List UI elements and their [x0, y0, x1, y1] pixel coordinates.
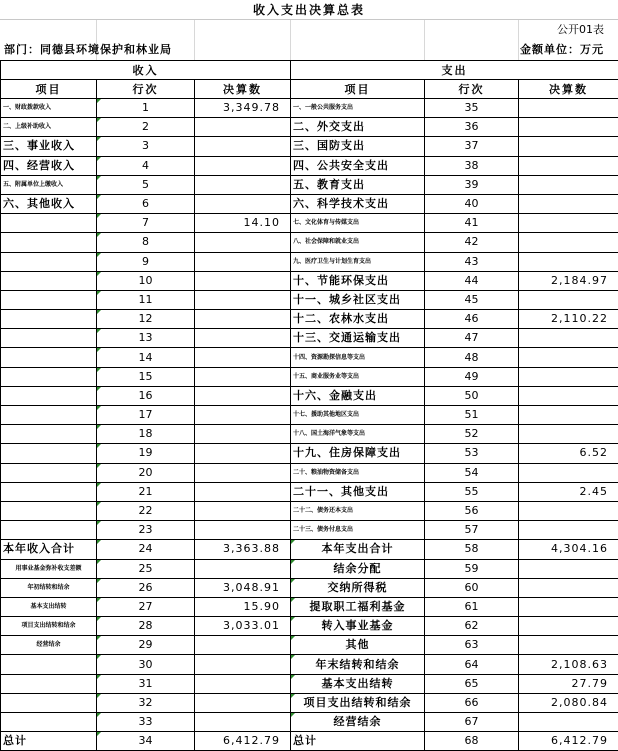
income-row-no-cell: 3: [97, 137, 195, 156]
income-item-cell: 一、财政拨款收入: [1, 99, 97, 118]
expense-row-no-cell: 48: [425, 348, 519, 367]
table-row: [1, 674, 618, 693]
expense-row-no-cell: 67: [425, 713, 519, 732]
expense-row-no-cell: 57: [425, 521, 519, 540]
expense-amount-cell: 2.45: [519, 482, 618, 501]
income-amount-cell: [195, 521, 291, 540]
income-item-header: 项目: [1, 80, 97, 99]
income-amount-cell: [195, 329, 291, 348]
expense-item-cell: 十八、国土海洋气象等支出: [291, 425, 425, 444]
expense-row-no-cell: 51: [425, 406, 519, 425]
income-amount-cell: [195, 194, 291, 213]
income-item-cell: 五、附属单位上缴收入: [1, 175, 97, 194]
income-item-cell: 项目支出结转和结余: [1, 617, 97, 636]
income-amount-cell: [195, 482, 291, 501]
income-row-no-cell: 26: [97, 578, 195, 597]
expense-amount-cell: [519, 597, 618, 616]
expense-row-no-cell: 44: [425, 271, 519, 290]
income-item-cell: 本年收入合计: [1, 540, 97, 559]
table-row: [1, 329, 618, 348]
table-row: [1, 617, 618, 636]
expense-item-cell: 结余分配: [291, 559, 425, 578]
income-item-cell: 年初结转和结余: [1, 578, 97, 597]
income-header: 收入: [1, 61, 291, 80]
expense-item-cell: 十九、住房保障支出: [291, 444, 425, 463]
expense-row-no-cell: 63: [425, 636, 519, 655]
expense-header: 支出: [291, 61, 618, 80]
expense-amount-cell: [519, 233, 618, 252]
income-row-no-cell: 13: [97, 329, 195, 348]
table-row: [1, 540, 618, 559]
income-rowno-header: 行次: [97, 80, 195, 99]
income-item-cell: [1, 233, 97, 252]
expense-item-cell: 十二、农林水支出: [291, 310, 425, 329]
income-row-no-cell: 33: [97, 713, 195, 732]
expense-row-no-cell: 62: [425, 617, 519, 636]
expense-item-cell: 四、公共安全支出: [291, 156, 425, 175]
income-row-no-cell: 32: [97, 693, 195, 712]
expense-item-cell: 二十一、其他支出: [291, 482, 425, 501]
expense-row-no-cell: 49: [425, 367, 519, 386]
table-row: [1, 194, 618, 213]
table-row: [1, 501, 618, 520]
income-row-no-cell: 34: [97, 732, 195, 751]
expense-item-cell: 五、教育支出: [291, 175, 425, 194]
expense-item-cell: 年末结转和结余: [291, 655, 425, 674]
income-row-no-cell: 1: [97, 99, 195, 118]
expense-row-no-cell: 37: [425, 137, 519, 156]
expense-amount-cell: [519, 578, 618, 597]
expense-item-cell: 八、社会保障和就业支出: [291, 233, 425, 252]
expense-amount-cell: [519, 194, 618, 213]
income-amount-cell: 3,048.91: [195, 578, 291, 597]
income-amount-cell: [195, 693, 291, 712]
expense-item-cell: 本年支出合计: [291, 540, 425, 559]
income-item-cell: 四、经营收入: [1, 156, 97, 175]
income-row-no-cell: 10: [97, 271, 195, 290]
income-amount-header: 决算数: [195, 80, 291, 99]
table-row: [1, 290, 618, 309]
table-row: [1, 118, 618, 137]
income-item-cell: 六、其他收入: [1, 194, 97, 213]
expense-amount-cell: [519, 118, 618, 137]
table-row: [1, 693, 618, 712]
expense-item-cell: 十三、交通运输支出: [291, 329, 425, 348]
income-amount-cell: 15.90: [195, 597, 291, 616]
table-row: [1, 271, 618, 290]
expense-row-no-cell: 61: [425, 597, 519, 616]
expense-item-cell: 十七、援助其他地区支出: [291, 406, 425, 425]
income-amount-cell: [195, 463, 291, 482]
income-amount-cell: [195, 559, 291, 578]
expense-item-cell: 总计: [291, 732, 425, 751]
expense-row-no-cell: 43: [425, 252, 519, 271]
income-amount-cell: [195, 118, 291, 137]
expense-item-cell: 提取职工福利基金: [291, 597, 425, 616]
expense-amount-cell: 2,184.97: [519, 271, 618, 290]
expense-item-cell: 转入事业基金: [291, 617, 425, 636]
expense-row-no-cell: 59: [425, 559, 519, 578]
expense-amount-cell: [519, 252, 618, 271]
expense-row-no-cell: 39: [425, 175, 519, 194]
expense-item-cell: 十六、金融支出: [291, 386, 425, 405]
income-row-no-cell: 25: [97, 559, 195, 578]
income-row-no-cell: 16: [97, 386, 195, 405]
income-item-cell: [1, 271, 97, 290]
table-row: [1, 348, 618, 367]
income-row-no-cell: 30: [97, 655, 195, 674]
table-row: [1, 521, 618, 540]
income-amount-cell: [195, 406, 291, 425]
income-row-no-cell: 9: [97, 252, 195, 271]
expense-amount-cell: [519, 386, 618, 405]
income-item-cell: [1, 482, 97, 501]
page-title: 收入支出决算总表: [0, 0, 618, 20]
income-item-cell: [1, 290, 97, 309]
expense-item-cell: 七、文化体育与传媒支出: [291, 214, 425, 233]
income-amount-cell: [195, 137, 291, 156]
expense-row-no-cell: 56: [425, 501, 519, 520]
expense-item-cell: 九、医疗卫生与计划生育支出: [291, 252, 425, 271]
income-row-no-cell: 19: [97, 444, 195, 463]
expense-amount-cell: [519, 290, 618, 309]
income-row-no-cell: 31: [97, 674, 195, 693]
income-amount-cell: [195, 290, 291, 309]
expense-item-cell: 二、外交支出: [291, 118, 425, 137]
income-item-cell: 三、事业收入: [1, 137, 97, 156]
income-row-no-cell: 17: [97, 406, 195, 425]
table-row: [1, 482, 618, 501]
expense-amount-header: 决算数: [519, 80, 618, 99]
table-row: [1, 406, 618, 425]
expense-amount-cell: [519, 636, 618, 655]
table-body: [1, 99, 618, 751]
income-item-cell: [1, 252, 97, 271]
expense-item-cell: 基本支出结转: [291, 674, 425, 693]
income-amount-cell: 3,033.01: [195, 617, 291, 636]
expense-row-no-cell: 47: [425, 329, 519, 348]
expense-row-no-cell: 64: [425, 655, 519, 674]
income-item-cell: 二、上级补助收入: [1, 118, 97, 137]
expense-amount-cell: [519, 559, 618, 578]
income-amount-cell: [195, 425, 291, 444]
income-row-no-cell: 4: [97, 156, 195, 175]
expense-row-no-cell: 50: [425, 386, 519, 405]
income-item-cell: 基本支出结转: [1, 597, 97, 616]
income-amount-cell: [195, 674, 291, 693]
income-item-cell: 经营结余: [1, 636, 97, 655]
department-label: 部门：同德县环境保护和林业局: [4, 42, 172, 58]
income-item-cell: [1, 329, 97, 348]
income-amount-cell: [195, 271, 291, 290]
expense-amount-cell: [519, 367, 618, 386]
expense-item-cell: 十四、资源勘探信息等支出: [291, 348, 425, 367]
expense-item-cell: 十五、商业服务业等支出: [291, 367, 425, 386]
income-item-cell: [1, 386, 97, 405]
income-row-no-cell: 14: [97, 348, 195, 367]
expense-item-cell: 其他: [291, 636, 425, 655]
income-amount-cell: [195, 655, 291, 674]
income-item-cell: [1, 655, 97, 674]
income-item-cell: [1, 713, 97, 732]
income-item-cell: [1, 348, 97, 367]
income-amount-cell: [195, 175, 291, 194]
income-amount-cell: [195, 713, 291, 732]
expense-amount-cell: [519, 175, 618, 194]
expense-item-cell: 三、国防支出: [291, 137, 425, 156]
expense-row-no-cell: 66: [425, 693, 519, 712]
income-item-cell: [1, 214, 97, 233]
unit-label: 金额单位：万元: [520, 42, 604, 58]
income-row-no-cell: 7: [97, 214, 195, 233]
table-row: [1, 156, 618, 175]
form-code: 公开01表: [557, 22, 604, 38]
expense-amount-cell: [519, 329, 618, 348]
expense-amount-cell: [519, 425, 618, 444]
expense-amount-cell: [519, 463, 618, 482]
expense-row-no-cell: 45: [425, 290, 519, 309]
income-item-cell: 总计: [1, 732, 97, 751]
expense-amount-cell: [519, 99, 618, 118]
income-amount-cell: [195, 348, 291, 367]
expense-item-cell: 十、节能环保支出: [291, 271, 425, 290]
expense-row-no-cell: 35: [425, 99, 519, 118]
table-row: [1, 636, 618, 655]
expense-row-no-cell: 41: [425, 214, 519, 233]
income-row-no-cell: 5: [97, 175, 195, 194]
income-amount-cell: 3,349.78: [195, 99, 291, 118]
expense-amount-cell: [519, 617, 618, 636]
table-row: [1, 444, 618, 463]
income-item-cell: [1, 425, 97, 444]
income-expense-table: [0, 60, 618, 751]
table-row: [1, 559, 618, 578]
table-row: [1, 175, 618, 194]
income-row-no-cell: 6: [97, 194, 195, 213]
table-row: [1, 252, 618, 271]
table-row: [1, 425, 618, 444]
expense-row-no-cell: 40: [425, 194, 519, 213]
expense-row-no-cell: 58: [425, 540, 519, 559]
table-row: [1, 310, 618, 329]
expense-item-cell: 十一、城乡社区支出: [291, 290, 425, 309]
income-amount-cell: [195, 636, 291, 655]
expense-item-cell: 项目支出结转和结余: [291, 693, 425, 712]
expense-item-cell: 经营结余: [291, 713, 425, 732]
table-row: [1, 713, 618, 732]
expense-amount-cell: [519, 501, 618, 520]
table-row: [1, 655, 618, 674]
expense-amount-cell: 2,108.63: [519, 655, 618, 674]
expense-amount-cell: [519, 521, 618, 540]
income-row-no-cell: 20: [97, 463, 195, 482]
income-amount-cell: 6,412.79: [195, 732, 291, 751]
expense-amount-cell: [519, 406, 618, 425]
income-item-cell: [1, 406, 97, 425]
income-row-no-cell: 11: [97, 290, 195, 309]
expense-amount-cell: [519, 214, 618, 233]
income-row-no-cell: 27: [97, 597, 195, 616]
expense-amount-cell: [519, 713, 618, 732]
expense-item-cell: 交纳所得税: [291, 578, 425, 597]
income-item-cell: [1, 521, 97, 540]
expense-row-no-cell: 38: [425, 156, 519, 175]
expense-rowno-header: 行次: [425, 80, 519, 99]
income-item-cell: [1, 693, 97, 712]
income-amount-cell: [195, 501, 291, 520]
income-row-no-cell: 12: [97, 310, 195, 329]
expense-row-no-cell: 36: [425, 118, 519, 137]
expense-row-no-cell: 54: [425, 463, 519, 482]
expense-item-cell: 二十、粮油物资储备支出: [291, 463, 425, 482]
income-amount-cell: [195, 386, 291, 405]
expense-row-no-cell: 65: [425, 674, 519, 693]
expense-item-cell: 六、科学技术支出: [291, 194, 425, 213]
expense-amount-cell: 6.52: [519, 444, 618, 463]
table-row: [1, 578, 618, 597]
income-item-cell: [1, 501, 97, 520]
table-row: [1, 386, 618, 405]
income-amount-cell: [195, 310, 291, 329]
income-item-cell: [1, 310, 97, 329]
income-row-no-cell: 22: [97, 501, 195, 520]
income-row-no-cell: 24: [97, 540, 195, 559]
expense-item-cell: 二十二、债务还本支出: [291, 501, 425, 520]
income-amount-cell: [195, 444, 291, 463]
income-amount-cell: [195, 156, 291, 175]
table-row: [1, 233, 618, 252]
expense-row-no-cell: 46: [425, 310, 519, 329]
income-row-no-cell: 2: [97, 118, 195, 137]
income-amount-cell: [195, 233, 291, 252]
income-row-no-cell: 23: [97, 521, 195, 540]
table-row: [1, 137, 618, 156]
expense-amount-cell: [519, 348, 618, 367]
income-row-no-cell: 28: [97, 617, 195, 636]
expense-amount-cell: 4,304.16: [519, 540, 618, 559]
table-row: [1, 214, 618, 233]
expense-item-header: 项目: [291, 80, 425, 99]
income-amount-cell: [195, 252, 291, 271]
income-item-cell: [1, 463, 97, 482]
table-row: [1, 367, 618, 386]
expense-row-no-cell: 55: [425, 482, 519, 501]
expense-row-no-cell: 53: [425, 444, 519, 463]
expense-amount-cell: 27.79: [519, 674, 618, 693]
income-row-no-cell: 21: [97, 482, 195, 501]
income-row-no-cell: 8: [97, 233, 195, 252]
income-item-cell: [1, 367, 97, 386]
income-item-cell: [1, 444, 97, 463]
income-row-no-cell: 18: [97, 425, 195, 444]
expense-amount-cell: [519, 156, 618, 175]
income-amount-cell: [195, 367, 291, 386]
income-item-cell: [1, 674, 97, 693]
table-row: [1, 597, 618, 616]
income-amount-cell: 3,363.88: [195, 540, 291, 559]
expense-amount-cell: 6,412.79: [519, 732, 618, 751]
income-row-no-cell: 29: [97, 636, 195, 655]
table-row: [1, 99, 618, 118]
income-amount-cell: 14.10: [195, 214, 291, 233]
income-row-no-cell: 15: [97, 367, 195, 386]
expense-item-cell: 二十三、债务付息支出: [291, 521, 425, 540]
expense-amount-cell: 2,080.84: [519, 693, 618, 712]
income-item-cell: 用事业基金弥补收支差额: [1, 559, 97, 578]
expense-row-no-cell: 60: [425, 578, 519, 597]
expense-row-no-cell: 52: [425, 425, 519, 444]
expense-row-no-cell: 42: [425, 233, 519, 252]
expense-row-no-cell: 68: [425, 732, 519, 751]
expense-amount-cell: [519, 137, 618, 156]
expense-item-cell: 一、一般公共服务支出: [291, 99, 425, 118]
table-row: [1, 463, 618, 482]
expense-amount-cell: 2,110.22: [519, 310, 618, 329]
